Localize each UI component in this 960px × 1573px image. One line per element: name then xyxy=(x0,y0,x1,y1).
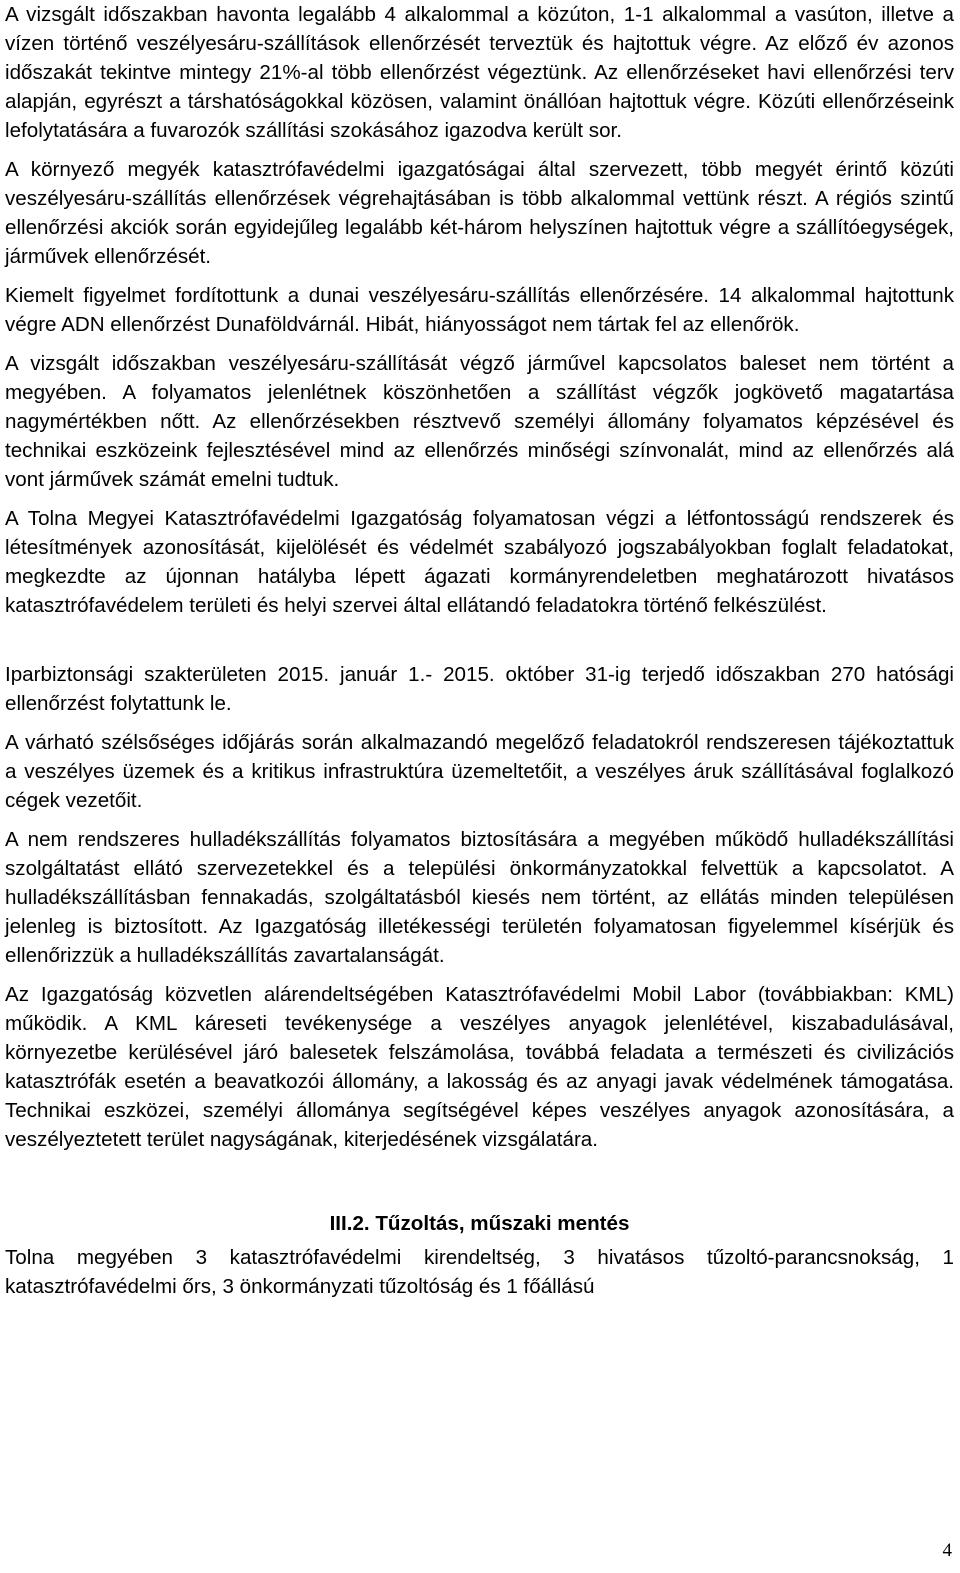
paragraph-danube-inspections: Kiemelt figyelmet fordítottunk a dunai veszélyesáru-szállítás ellenőrzésére. 14 alkalommal hajtottunk végre ADN ellenőrzést Dunaföldvárnál. Hibát, hiányosságot nem tártak fel az ellenőrök. xyxy=(5,284,954,336)
paragraph-waste-transport: A nem rendszeres hulladékszállítás folyamatos biztosítására a megyében működő hulladékszállítási szolgáltatást ellátó szervezetekkel és a települési önkormányzatokkal felvettük a kapcsolatot. A hulladékszállításban fennakadás, szolgáltatásból kiesés nem történt, az ellátás minden településen jelenleg is biztosított. Az Igazgatóság illetékességi területén folyamatosan figyelemmel kísérjük és ellenőrizzük a hulladékszállítás zavartalanságát. xyxy=(5,828,954,967)
section-heading: III.2. Tűzoltás, műszaki mentés xyxy=(329,1212,630,1235)
page-number: 4 xyxy=(942,1540,952,1561)
paragraph-accidents: A vizsgált időszakban veszélyesáru-szállítását végző járművel kapcsolatos baleset nem történt a megyében. A folyamatos jelenlétnek köszönhetően a szállítást végzők jogkövető magatartása nagymértékben nőtt. Az ellenőrzésekben résztvevő személyi állomány folyamatos képzésével és technikai eszközeink fejlesztésével mind az ellenőrzés minőségi színvonalát, mind az ellenőrzés alá vont járművek számát emelni tudtuk. xyxy=(5,352,954,491)
paragraph-critical-infrastructure: A Tolna Megyei Katasztrófavédelmi Igazgatóság folyamatosan végzi a létfontosságú rendszerek és létesítmények azonosítását, kijelölését és védelmét szabályozó jogszabályokban foglalt feladatokat, megkezdte az újonnan hatályba lépett ágazati kormányrendeletben meghatározott hivatásos katasztrófavédelem területi és helyi szervei által ellátandó feladatokra történő felkészülést. xyxy=(5,507,954,617)
paragraph-mobile-lab: Az Igazgatóság közvetlen alárendeltségében Katasztrófavédelmi Mobil Labor (továbbiakban: KML) működik. A KML káreseti tevékenysége a veszélyes anyagok jelenlétével, kiszabadulásával, környezetbe kerülésével járó balesetek felszámolása, továbbá feladata a természeti és civilizációs katasztrófák esetén a beavatkozói állomány, a lakosság és az anyagi javak védelmének támogatása. Technikai eszközei, személyi állománya segítségével képes veszélyes anyagok azonosítására, a veszélyeztetett terület nagyságának, kiterjedésének vizsgálatára. xyxy=(5,983,954,1151)
paragraph-regional-inspections: A környező megyék katasztrófavédelmi igazgatóságai által szervezett, több megyét érintő közúti veszélyesáru-szállítás ellenőrzések végrehajtásában is több alkalommal vettünk részt. A régiós szintű ellenőrzési akciók során egyidejűleg legalább két-három helyszínen hajtottuk végre a szállítóegységek, járművek ellenőrzését. xyxy=(5,158,954,268)
paragraph-dangerous-goods-inspections: A vizsgált időszakban havonta legalább 4 alkalommal a közúton, 1-1 alkalommal a vasúton, illetve a vízen történő veszélyesáru-szállítások ellenőrzését terveztük és hajtottuk végre. Az előző év azonos időszakát tekintve mintegy 21%-al több ellenőrzést végeztünk. Az ellenőrzéseket havi ellenőrzési terv alapján, egyrészt a társhatóságokkal közösen, valamint önállóan hajtottuk végre. Közúti ellenőrzéseink lefolytatására a fuvarozók szállítási szokásához igazodva került sor. xyxy=(5,3,954,142)
paragraph-industrial-safety: Iparbiztonsági szakterületen 2015. január 1.- 2015. október 31-ig terjedő időszakban 270 hatósági ellenőrzést folytattunk le. xyxy=(5,663,954,715)
paragraph-fire-services: Tolna megyében 3 katasztrófavédelmi kirendeltség, 3 hivatásos tűzoltó-parancsnokság, 1 katasztrófavédelmi őrs, 3 önkormányzati tűzoltóság és 1 főállású xyxy=(5,1246,954,1298)
paragraph-extreme-weather: A várható szélsőséges időjárás során alkalmazandó megelőző feladatokról rendszeresen tájékoztattuk a veszélyes üzemek és a kritikus infrastruktúra üzemeltetőit, a veszélyes áruk szállításával foglalkozó cégek vezetőit. xyxy=(5,731,954,812)
document-page xyxy=(5,0,954,1311)
